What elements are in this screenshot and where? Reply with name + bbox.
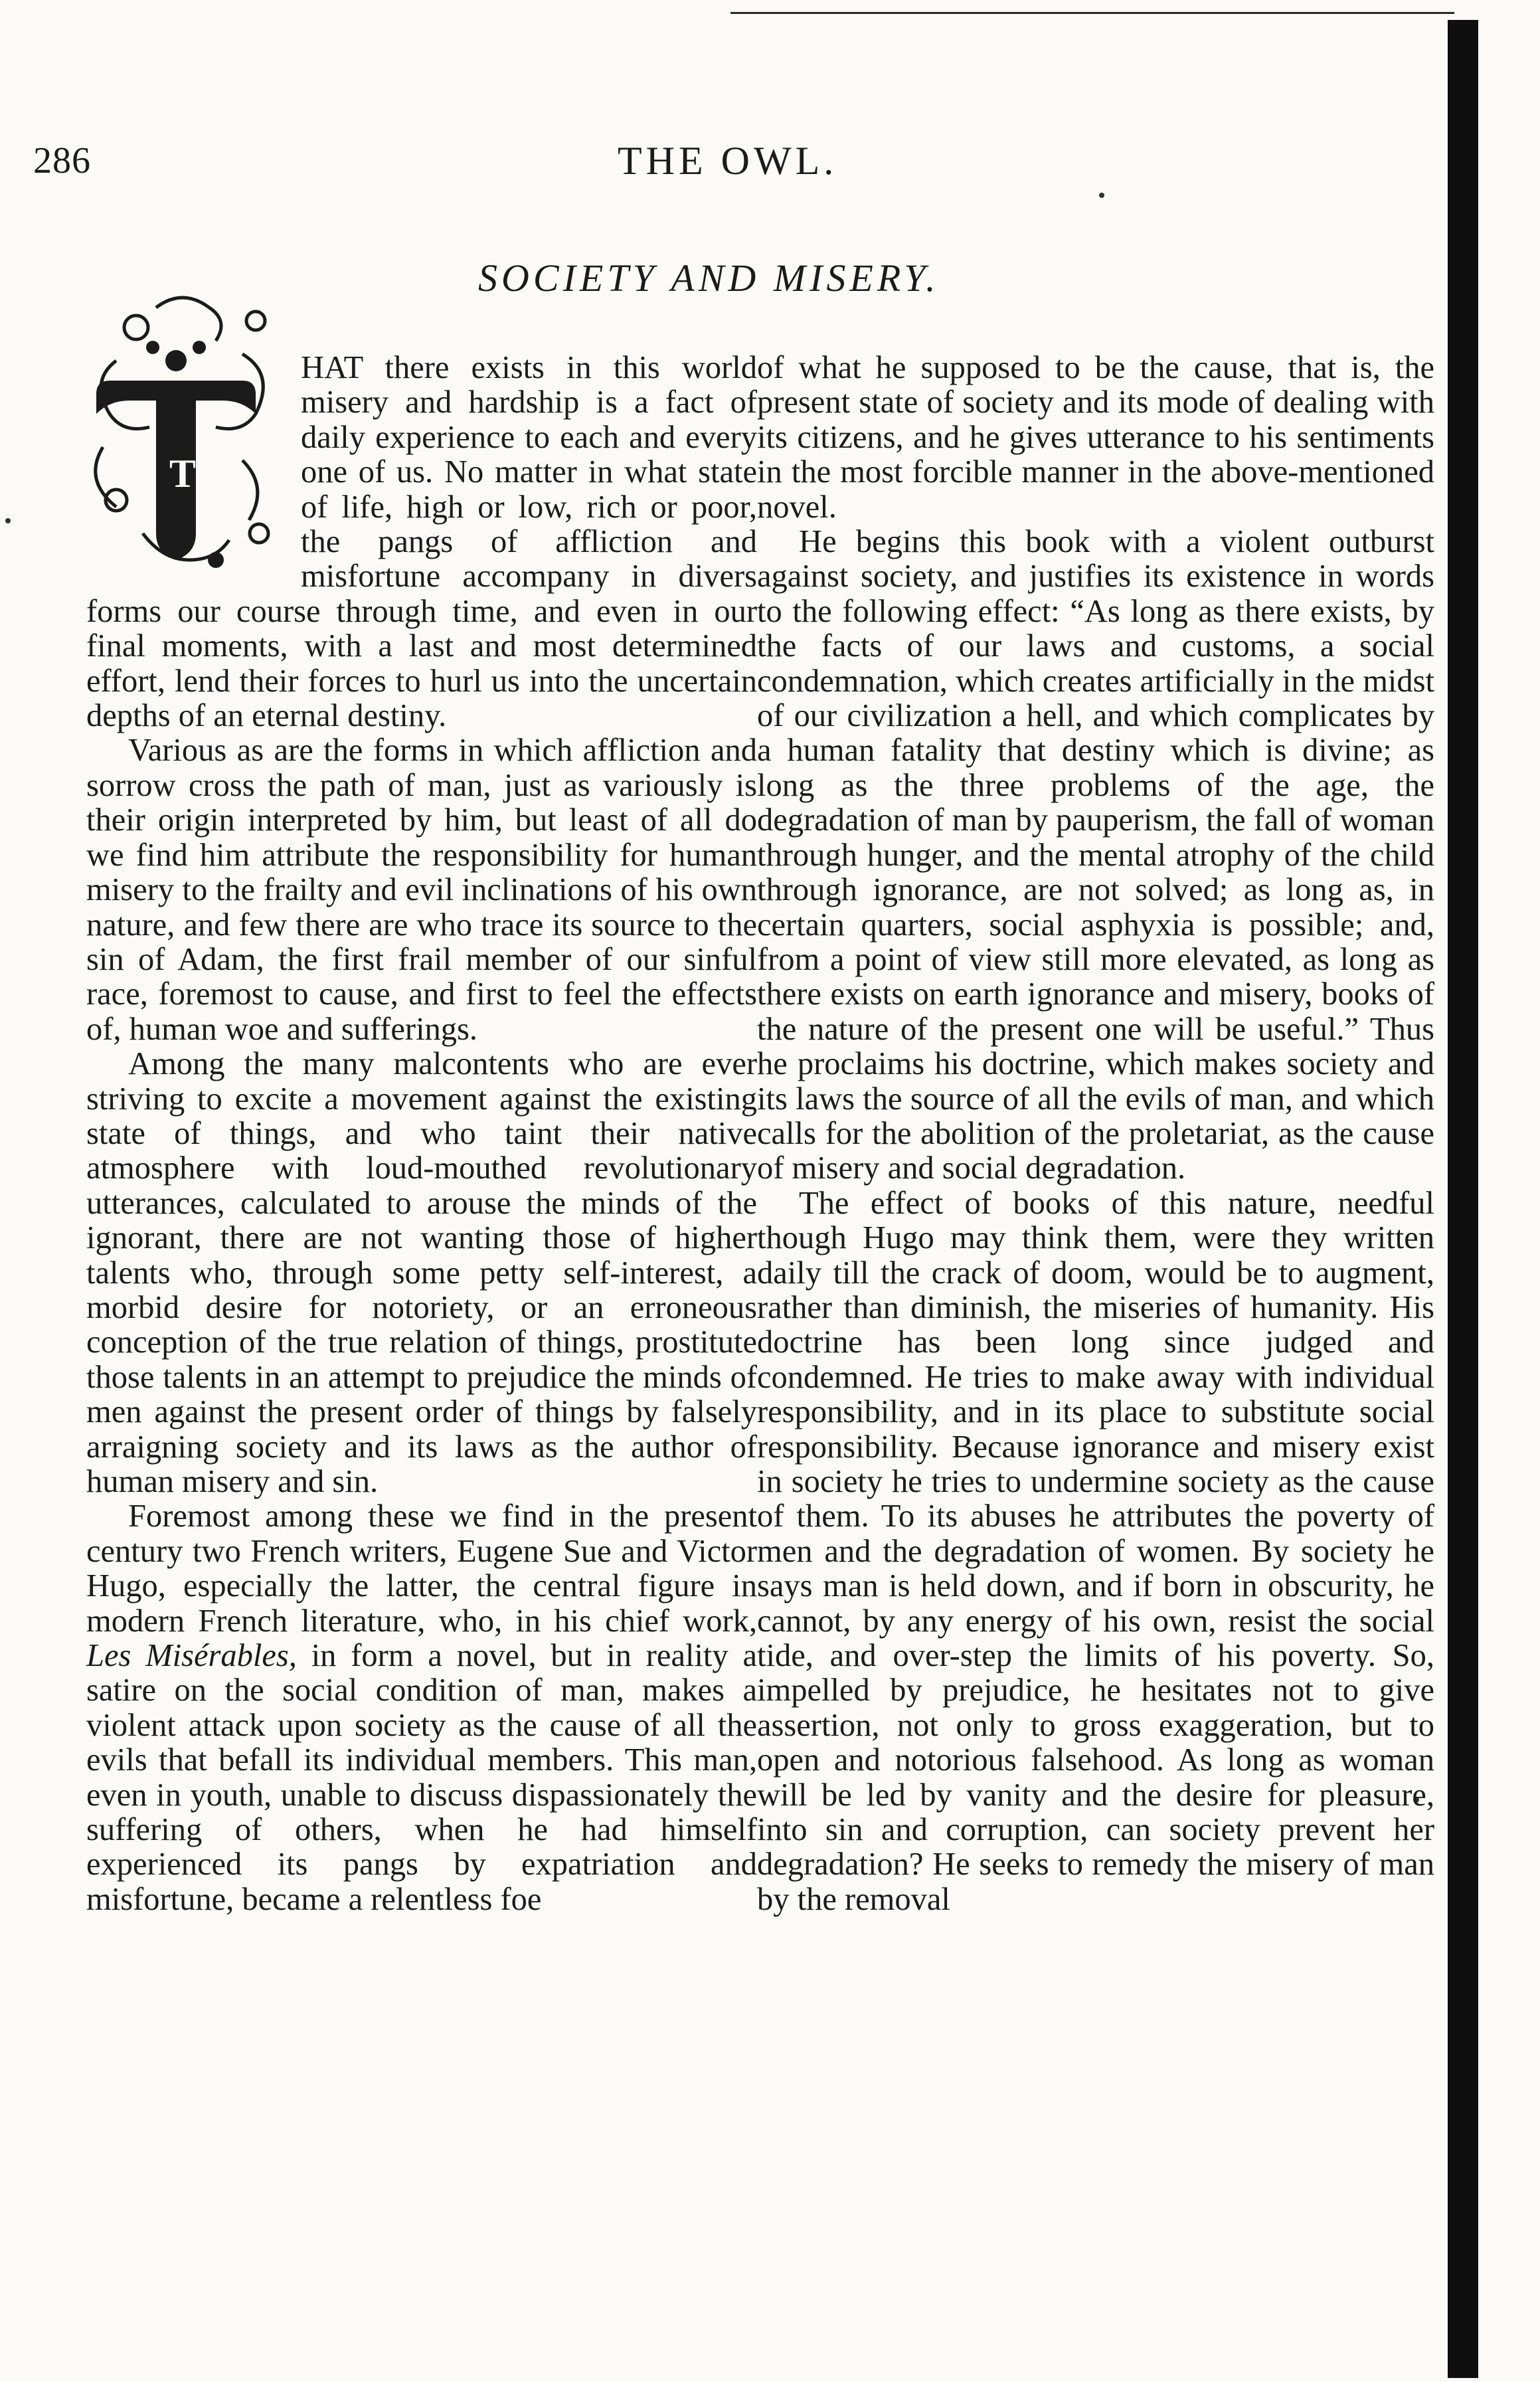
paragraph-text: in form a novel, but in reality a satire on the social condition of man, makes a violent attack upon society as the cause of all the evils that befall its individual members. This man, even in youth, unable to discuss dispassionately the suffering of others, when he had himself experienced its pangs by expatriation and misfortune, became a relentless foe [86, 1638, 757, 1917]
paragraph-text: He begins this book with a violent outburst against society, and justifies its existence in words to the following effect: “As long as there exists, by the facts of our laws and customs, a social condemnation, which creates artificially in the midst of our civilization a hell, and which complicates by a human fatality that destiny which is divine; as long as the three problems of the age, the degradation of man by pauperism, the fall of woman through hunger, and the mental atrophy of the child through ignorance, are not solved; as long as, in certain quarters, social asphyxia is possible; and, from a point of view still more elevated, as long as there exists on earth ignorance and misery, books of the nature of the present one will be useful.” Thus he proclaims his doctrine, which makes society and its laws the source of all the evils of man, and which calls for the abolition of the proletariat, as the cause of misery and social degradation. [757, 524, 1434, 1186]
right-column [757, 351, 1434, 1917]
paragraph [86, 351, 757, 733]
ornamental-initial-t-icon [76, 281, 289, 587]
top-rule [730, 12, 1454, 14]
paragraph-text: Various as are the forms in which affliction and sorrow cross the path of man, just as variously is their origin interpreted by him, but least of all do we find him attribute the responsibility for human misery to the frailty and evil inclinations of his own nature, and few there are who trace its source to the sin of Adam, the first frail member of our sinful race, foremost to cause, and first to feel the effects of, human woe and sufferings. [86, 733, 757, 1047]
ornamental-initial [76, 281, 289, 587]
page-edge-shadow [1448, 20, 1478, 2378]
paragraph [757, 525, 1434, 1186]
paragraph [86, 733, 757, 1047]
book-title: Les Misérables, [86, 1638, 297, 1674]
paragraph-text: Foremost among these we find in the present century two French writers, Eugene Sue and Victor Hugo, especially the latter, the central figure in modern French literature, who, in his chief work, [86, 1499, 757, 1639]
paragraph-text: of what he supposed to be the cause, that is, the present state of society and its mode of dealing with its citizens, and he gives utterance to his sentiments in the most forcible manner in the above-mentioned novel. [757, 350, 1434, 525]
page-number: 286 [33, 140, 91, 181]
drop-cap-letter: T [169, 452, 197, 496]
left-column [86, 351, 757, 1917]
paragraph [757, 1186, 1434, 1918]
paragraph-text: Among the many malcontents who are ever striving to excite a movement against the existing state of things, and who taint their native atmosphere with loud-mouthed revolutionary utterances, calculated to arouse the minds of the ignorant, there are not wanting those of higher talents who, through some petty self-interest, a morbid desire for notoriety, or an erroneous conception of the true relation of things, prostitute those talents in an attempt to prejudice the minds of men against the present order of things by falsely arraigning society and its laws as the author of human misery and sin. [86, 1046, 757, 1499]
paragraph [86, 1047, 757, 1499]
paragraph [86, 1499, 757, 1917]
running-head: THE OWL. [618, 139, 838, 183]
stray-mark [5, 518, 11, 523]
paragraph [757, 351, 1434, 525]
stray-mark [1099, 193, 1104, 198]
paragraph-text: HAT there exists in this world misery and hardship is a fact of daily experience to each and every one of us. No matter in what state of life, high or low, rich or poor, the pangs of affliction and misfortune accompany in divers forms our course through time, and even in our final moments, with a last and most determined effort, lend their forces to hurl us into the uncertain depths of an eternal destiny. [86, 350, 757, 734]
paragraph-text: The effect of books of this nature, needful though Hugo may think them, were they written daily till the crack of doom, would be to augment, rather than diminish, the miseries of humanity. His doctrine has been long since judged and condemned. He tries to make away with individual responsibility, and in its place to substitute social responsibility. Because ignorance and misery exist in society he tries to undermine society as the cause of them. To its abuses he attributes the poverty of men and the degradation of women. By society he says man is held down, and if born in obscurity, he cannot, by any energy of his own, resist the social tide, and over-step the limits of his poverty. So, impelled by prejudice, he hesitates not to give assertion, not only to gross exaggeration, but to open and notorious falsehood. As long as woman will be led by vanity and the desire for pleasure, into sin and corruption, can society prevent her degradation? He seeks to remedy the misery of man by the removal [757, 1185, 1434, 1917]
article-title: SOCIETY AND MISERY. [478, 256, 940, 300]
